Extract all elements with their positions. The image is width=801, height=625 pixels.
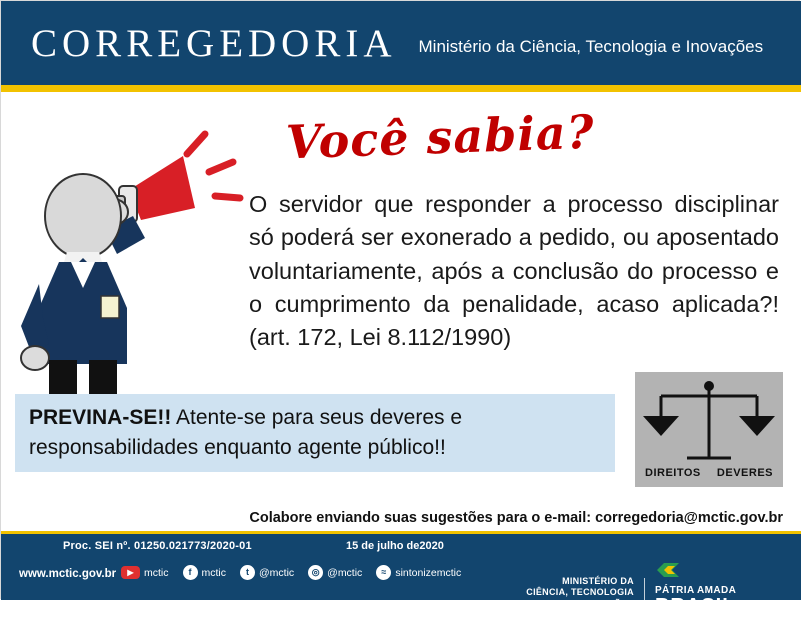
- social-link-spotify[interactable]: [376, 565, 461, 580]
- header-accent-bar: [1, 85, 801, 92]
- social-handle: sintonizemctic: [395, 566, 462, 579]
- brazil-flag-icon: [655, 561, 681, 579]
- process-number: Proc. SEI nº. 01250.021773/2020-01: [63, 540, 252, 552]
- twitter-icon: t: [240, 565, 255, 580]
- page-title: Você sabia?: [285, 104, 596, 170]
- facebook-icon: f: [183, 565, 198, 580]
- ministry-line-3: E INOVAÇÕES: [568, 598, 634, 609]
- governo-federal-label: GOVERNO FEDERAL: [654, 616, 739, 625]
- social-handle: @mctic: [259, 566, 295, 579]
- footer-banner: [1, 531, 801, 625]
- highlight-text: Atente-se para seus deveres e responsabilidades enquanto agente público!!: [29, 406, 463, 459]
- social-link-youtube[interactable]: [121, 566, 169, 579]
- brand-title: CORREGEDORIA: [31, 21, 397, 65]
- content-area: [1, 92, 801, 531]
- header-banner: [1, 1, 801, 85]
- logo-divider: [644, 578, 645, 608]
- highlight-callout: [15, 394, 615, 472]
- social-handle: @mctic: [327, 566, 363, 579]
- social-link-instagram[interactable]: [308, 565, 362, 580]
- highlight-lead: PREVINA-SE!!: [29, 406, 172, 429]
- social-links: [121, 565, 461, 580]
- patria-amada-label: PÁTRIA AMADA: [654, 584, 737, 596]
- spotify-icon: ≈: [376, 565, 391, 580]
- brasil-label: BRASIL: [654, 595, 736, 618]
- justice-scale-image: [635, 372, 783, 487]
- contact-email-line: Colabore enviando suas sugestões para o e-mail: corregedoria@mctic.gov.br: [249, 510, 783, 526]
- scale-label-direitos: DIREITOS: [645, 467, 701, 479]
- youtube-icon: ▶: [121, 566, 140, 579]
- government-logo: [526, 561, 739, 625]
- ministry-line-2: CIÊNCIA, TECNOLOGIA: [526, 587, 634, 598]
- ministry-line-1: MINISTÉRIO DA: [562, 576, 634, 587]
- scale-label-deveres: DEVERES: [716, 467, 773, 479]
- body-paragraph: O servidor que responder a processo disciplinar só poderá ser exonerado a pedido, ou aposentado voluntariamente, após a conclusão do processo e o cumprimento da penalidade, acaso aplicada?! (art. 172, Lei 8.112/1990): [249, 191, 779, 351]
- publication-date: 15 de julho de2020: [346, 540, 444, 552]
- man-with-megaphone-illustration: [9, 112, 249, 412]
- social-link-twitter[interactable]: [240, 565, 294, 580]
- header-ministry-label: Ministério da Ciência, Tecnologia e Inovações: [418, 37, 764, 56]
- brasil-brand-block: [655, 561, 739, 625]
- website-link[interactable]: www.mctic.gov.br: [19, 568, 117, 580]
- instagram-icon: ◎: [308, 565, 323, 580]
- social-handle: mctic: [144, 566, 169, 579]
- social-handle: mctic: [201, 566, 226, 579]
- footer-ministry-block: [526, 576, 634, 610]
- footer-accent-bar: [1, 531, 801, 534]
- social-link-facebook[interactable]: [183, 565, 227, 580]
